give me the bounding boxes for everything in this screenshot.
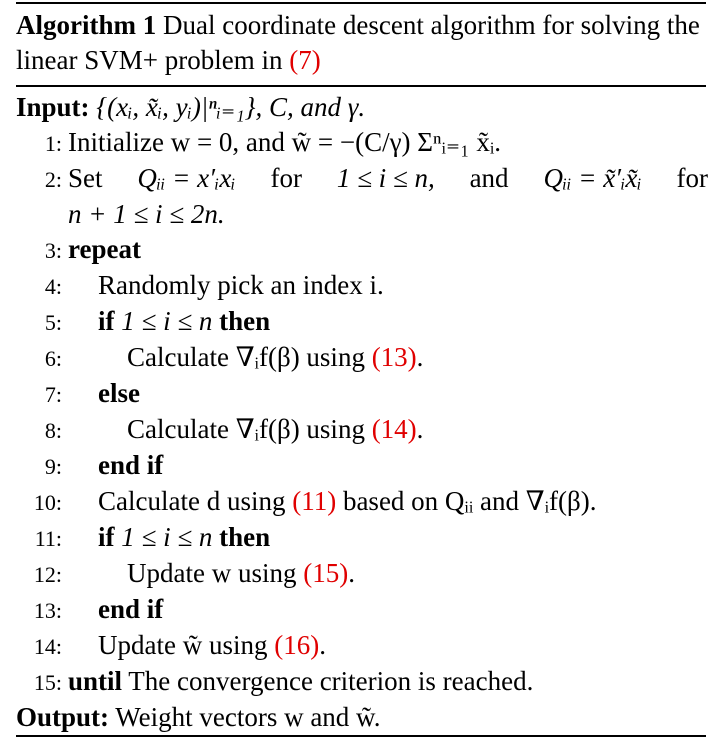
caption-equation-ref[interactable]: (7)	[289, 45, 321, 75]
keyword: until	[68, 666, 123, 696]
keyword: repeat	[68, 234, 141, 264]
output-text: Weight vectors w and w̃.	[115, 702, 381, 732]
step-math: Qᵢᵢ = x′ᵢxᵢ	[137, 163, 236, 193]
step-2-continuation	[16, 197, 708, 232]
step-tail: .	[348, 558, 355, 588]
input-label: Input:	[16, 92, 90, 122]
line-number: 14:	[33, 634, 62, 659]
step-math: 1 ≤ i ≤ n	[121, 522, 213, 552]
step-text: for	[676, 163, 708, 193]
output-label: Output:	[16, 702, 110, 732]
line-number: 15:	[33, 670, 62, 695]
keyword: if	[98, 522, 115, 552]
step-text: Calculate d using	[98, 486, 286, 516]
line-number: 12:	[33, 562, 62, 587]
line-number: 4:	[44, 274, 62, 299]
line-number: 11:	[34, 526, 62, 551]
step-text: and	[469, 163, 509, 193]
step-3	[16, 232, 708, 268]
step-9	[16, 448, 708, 484]
step-text: for	[270, 163, 302, 193]
line-number: 10:	[33, 490, 62, 515]
step-tail: based on Qᵢᵢ and ∇ᵢf(β).	[342, 486, 597, 516]
keyword: else	[98, 378, 140, 408]
step-4	[16, 268, 708, 304]
top-rule	[16, 2, 706, 4]
step-text: Randomly pick an index i.	[98, 270, 384, 300]
step-14	[16, 628, 708, 664]
step-6	[16, 340, 708, 376]
step-1	[16, 125, 708, 161]
line-number: 9:	[44, 454, 62, 479]
algorithm-label: Algorithm 1	[16, 10, 157, 40]
step-math: Qᵢᵢ = x̃′ᵢx̃ᵢ	[543, 163, 642, 193]
caption-text: Dual coordinate descent algorithm for solving the linear SVM+ problem in	[16, 10, 700, 75]
step-math: 1 ≤ i ≤ n,	[336, 163, 435, 193]
step-11	[16, 520, 708, 556]
input-text: {(xᵢ, x̃ᵢ, yᵢ)|ⁿᵢ₌₁}, C, and γ.	[96, 92, 366, 122]
input-line	[16, 90, 708, 125]
line-number: 7:	[44, 382, 62, 407]
step-2	[16, 161, 708, 197]
step-text: Calculate ∇ᵢf(β) using	[127, 414, 365, 444]
equation-ref[interactable]: (14)	[371, 414, 417, 444]
step-5	[16, 304, 708, 340]
step-text: Update w using	[127, 558, 297, 588]
caption-rule	[16, 85, 706, 87]
keyword: end if	[98, 594, 164, 624]
step-10	[16, 484, 708, 520]
step-text: Initialize w = 0, and w̃ = −(C/γ) Σⁿᵢ₌₁ x̃ᵢ.	[68, 127, 502, 157]
step-tail: .	[416, 414, 424, 444]
step-12	[16, 556, 708, 592]
equation-ref[interactable]: (11)	[292, 486, 337, 516]
line-number: 2:	[44, 167, 62, 192]
keyword: if	[98, 306, 115, 336]
line-number: 1:	[44, 131, 62, 156]
keyword: then	[219, 306, 271, 336]
step-text: Set	[68, 163, 103, 193]
line-number: 6:	[44, 346, 62, 371]
algorithm-body	[16, 90, 708, 735]
step-text: Update w̃ using	[98, 630, 268, 660]
step-tail: .	[416, 342, 424, 372]
step-15	[16, 664, 708, 700]
step-math: n + 1 ≤ i ≤ 2n.	[68, 199, 225, 229]
step-8	[16, 412, 708, 448]
step-math: 1 ≤ i ≤ n	[121, 306, 213, 336]
step-text: Calculate ∇ᵢf(β) using	[127, 342, 365, 372]
line-number: 13:	[33, 598, 62, 623]
step-tail: .	[319, 630, 326, 660]
line-number: 3:	[44, 238, 62, 263]
step-text: The convergence criterion is reached.	[128, 666, 534, 696]
step-7	[16, 376, 708, 412]
step-13	[16, 592, 708, 628]
equation-ref[interactable]: (15)	[303, 558, 349, 588]
algorithm-caption	[16, 8, 708, 78]
keyword: end if	[98, 450, 164, 480]
line-number: 8:	[44, 418, 62, 443]
line-number: 5:	[44, 310, 62, 335]
equation-ref[interactable]: (13)	[371, 342, 417, 372]
keyword: then	[219, 522, 271, 552]
output-line	[16, 700, 708, 735]
bottom-rule	[16, 735, 706, 737]
equation-ref[interactable]: (16)	[274, 630, 320, 660]
